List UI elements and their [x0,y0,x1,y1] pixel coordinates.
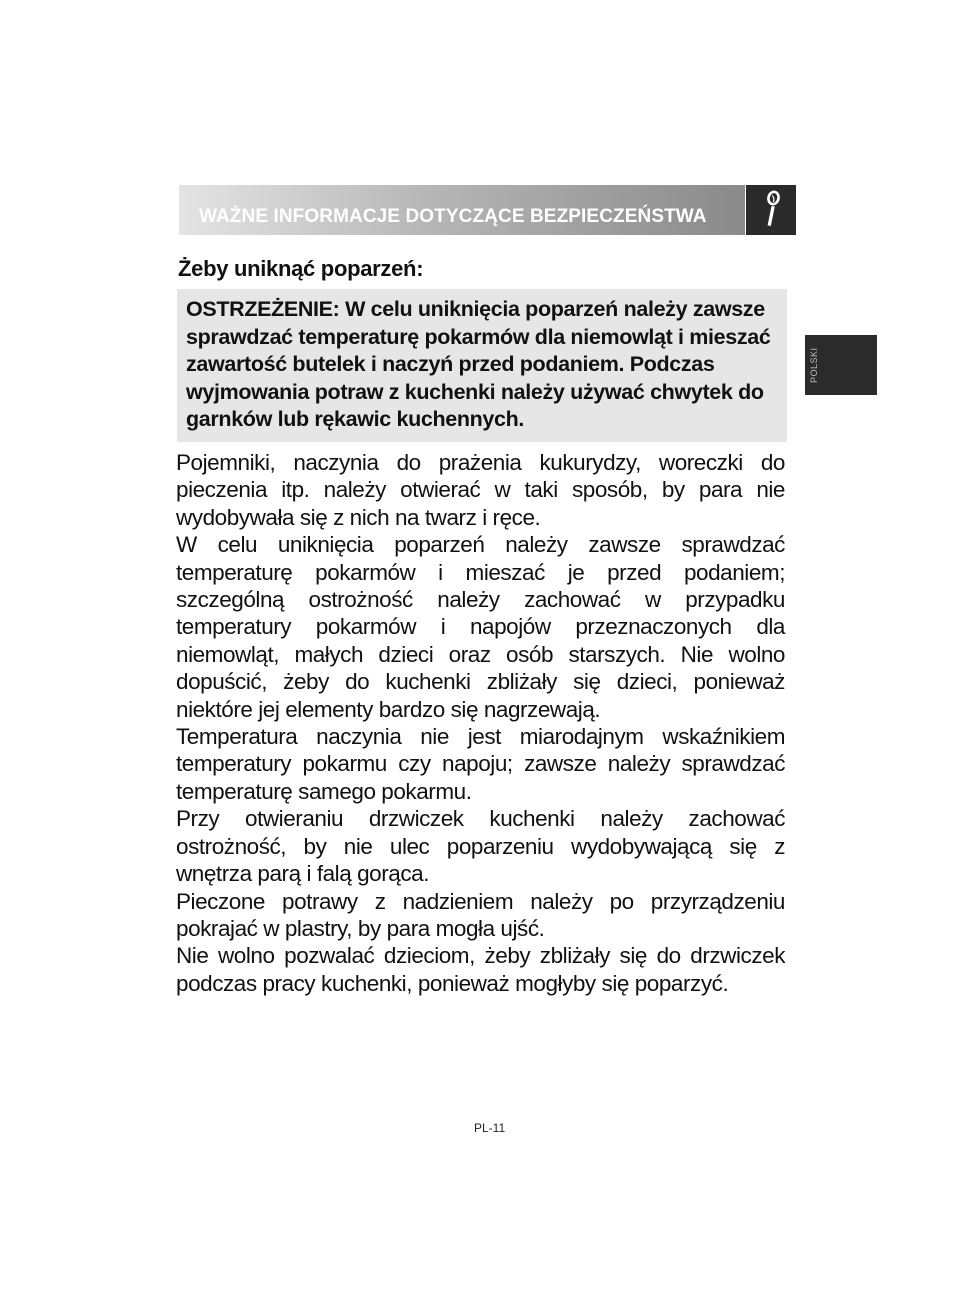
paragraph: Nie wolno pozwalać dzieciom, żeby zbliżały się do drzwiczek podczas pracy kuchenki, ponieważ mogłyby się poparzyć. [176,943,785,996]
language-side-tab [805,335,877,395]
warning-box [177,289,787,442]
language-label: POLSKI [809,347,819,383]
paragraph: Przy otwieraniu drzwiczek kuchenki należy zachować ostrożność, by nie ulec poparzeniu wydobywającą się z wnętrza parą i falą gorąca. [176,806,785,887]
paragraph: Pieczone potrawy z nadzieniem należy po przyrządzeniu pokrajać w plastry, by para mogła ujść. [176,888,785,941]
paragraph: W celu uniknięcia poparzeń należy zawsze sprawdzać temperaturę pokarmów i mieszać je przed podaniem; szczególną ostrożność należy zachować w przypadku temperatury pokarmów i napojów przeznaczonych dla niemowląt, małych dzieci oraz osób starszych. Nie wolno dopuścić, żeby do kuchenki zbliżały się dzieci, ponieważ niektóre jej elementy bardzo się nagrzewają. [176,532,785,722]
body-text [176,449,785,997]
paragraph: Temperatura naczynia nie jest miarodajnym wskaźnikiem temperatury pokarmu czy napoju; zawsze należy sprawdzać temperaturę samego pokarmu. [176,724,785,804]
warning-text: OSTRZEŻENIE: W celu uniknięcia poparzeń należy zawsze sprawdzać temperaturę pokarmów dla niemowląt i mieszać zawartość butelek i naczyń przed podaniem. Podczas wyjmowania potraw z kuchenki należy używać chwytek do garnków lub rękawic kuchennych. [186,297,771,432]
info-icon [746,185,796,235]
header-title: WAŻNE INFORMACJE DOTYCZĄCE BEZPIECZEŃSTWA [199,206,707,227]
header-icon-box [746,185,796,235]
paragraph: Pojemniki, naczynia do prażenia kukurydzy, woreczki do pieczenia itp. należy otwierać w taki sposób, by para nie wydobywała się z nich na twarz i ręce. [176,450,785,530]
section-heading: Żeby uniknąć poparzeń: [178,256,424,281]
section-header-bar [179,185,745,235]
page-number: PL-11 [474,1121,506,1135]
